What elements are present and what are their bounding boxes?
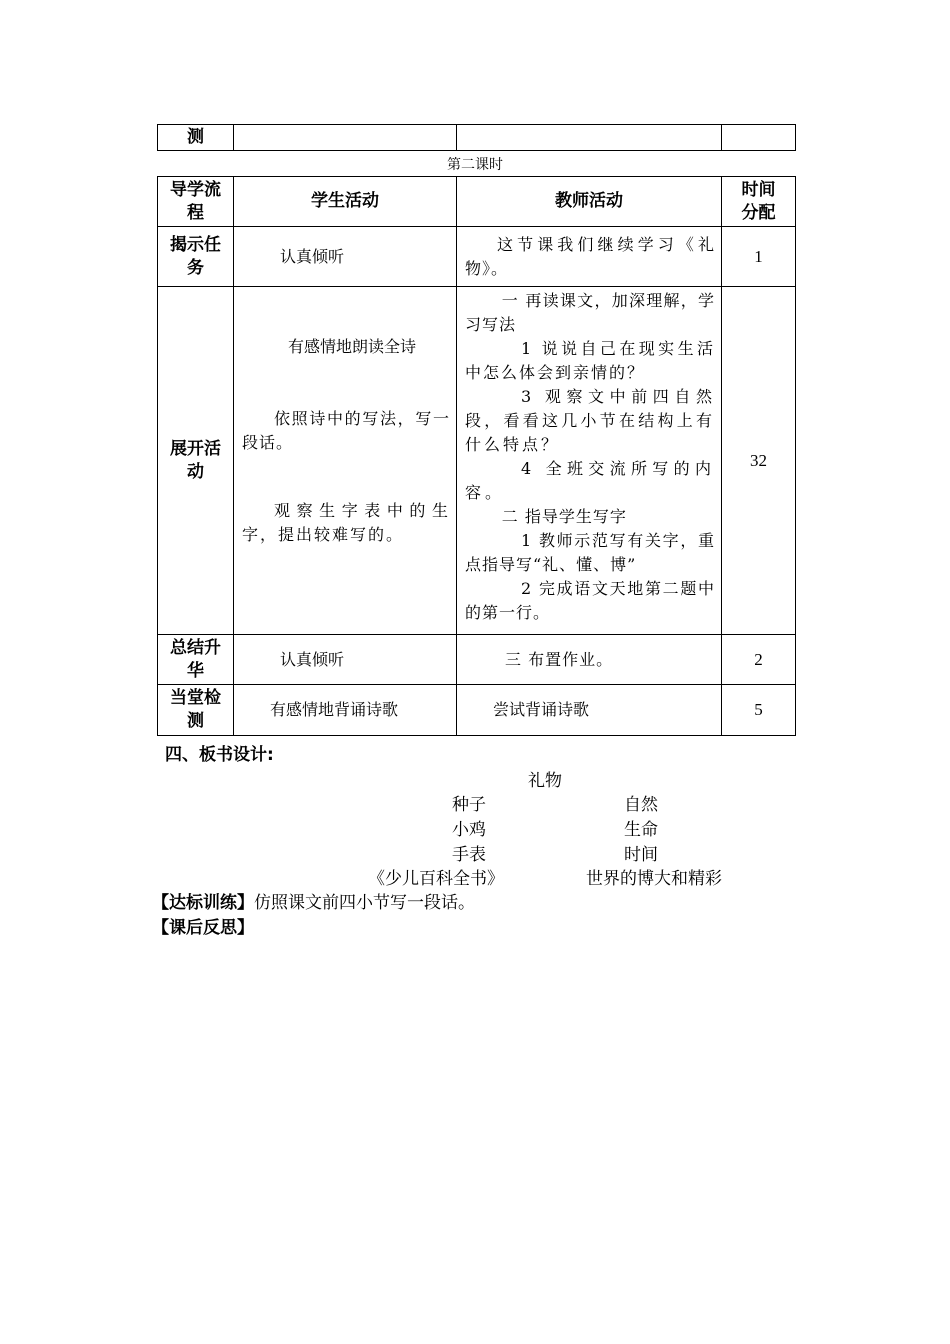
row-student [234, 287, 457, 635]
board-right-item: 时间 [624, 845, 658, 865]
board-right-item: 生命 [624, 820, 658, 840]
table-row [158, 227, 796, 287]
row-step: 展开活动 [158, 287, 234, 635]
student-activity: 有感情地朗读全诗 [288, 337, 417, 356]
teacher-activity: 2 完成语文天地第二题中的第一行。 [465, 579, 715, 622]
board-left-item: 种子 [452, 795, 486, 815]
board-left-item: 小鸡 [452, 820, 486, 840]
reflection-section [152, 913, 254, 938]
row-student [234, 685, 457, 736]
row-time: 32 [722, 287, 796, 635]
teacher-activity: 3 观察文中前四自然段，看看这几小节在结构上有什么特点？ [465, 387, 715, 454]
header-student: 学生活动 [234, 177, 457, 227]
teacher-activity: 二 指导学生写字 [501, 507, 627, 526]
lesson-table [157, 176, 796, 736]
teacher-activity: 尝试背诵诗歌 [493, 700, 590, 719]
header-step: 导学流程 [158, 177, 234, 227]
row-student [234, 227, 457, 287]
teacher-activity: 这节课我们继续学习《礼物》。 [465, 234, 715, 278]
row-teacher [457, 227, 722, 287]
header-time: 时间分配 [722, 177, 796, 227]
prev-cell-time [722, 125, 796, 151]
row-step: 揭示任务 [158, 227, 234, 287]
student-activity: 观察生字表中的生字，提出较难写的。 [242, 501, 450, 544]
board-right-item: 世界的博大和精彩 [586, 869, 722, 889]
board-title: 礼物 [528, 771, 562, 791]
student-activity: 依照诗中的写法，写一段话。 [242, 409, 450, 452]
student-activity: 有感情地背诵诗歌 [270, 700, 399, 719]
training-section [152, 888, 475, 913]
board-left-item: 《少儿百科全书》 [368, 869, 504, 889]
lesson-caption: 第二课时 [447, 157, 503, 173]
row-step: 当堂检测 [158, 685, 234, 736]
row-teacher [457, 635, 722, 685]
board-left-item: 手表 [452, 845, 486, 865]
table-row [158, 635, 796, 685]
prev-cell-teacher [457, 125, 722, 151]
previous-table-fragment [157, 124, 796, 151]
row-time: 1 [722, 227, 796, 287]
training-label: 【达标训练】 [152, 893, 254, 913]
prev-row-label: 测 [158, 125, 234, 151]
table-row [158, 685, 796, 736]
table-row [158, 287, 796, 635]
board-heading: 四、板书设计: [165, 745, 274, 765]
student-activity: 认真倾听 [280, 649, 345, 669]
row-teacher [457, 287, 722, 635]
row-teacher [457, 685, 722, 736]
row-time: 5 [722, 685, 796, 736]
teacher-activity: 1 说说自己在现实生活中怎么体会到亲情的？ [465, 339, 715, 382]
header-teacher: 教师活动 [457, 177, 722, 227]
teacher-activity: 三 布置作业。 [505, 649, 614, 669]
teacher-activity: 4 全班交流所写的内容。 [465, 459, 715, 502]
row-student [234, 635, 457, 685]
table-header-row [158, 177, 796, 227]
training-text: 仿照课文前四小节写一段话。 [254, 893, 475, 913]
board-right-item: 自然 [624, 795, 658, 815]
row-step: 总结升华 [158, 635, 234, 685]
prev-cell-student [234, 125, 457, 151]
row-time: 2 [722, 635, 796, 685]
teacher-activity: 1 教师示范写有关字，重点指导写“礼、懂、博” [465, 531, 715, 574]
teacher-activity: 一 再读课文，加深理解，学习写法 [465, 291, 715, 334]
reflection-label: 【课后反思】 [152, 918, 254, 938]
student-activity: 认真倾听 [280, 246, 345, 266]
